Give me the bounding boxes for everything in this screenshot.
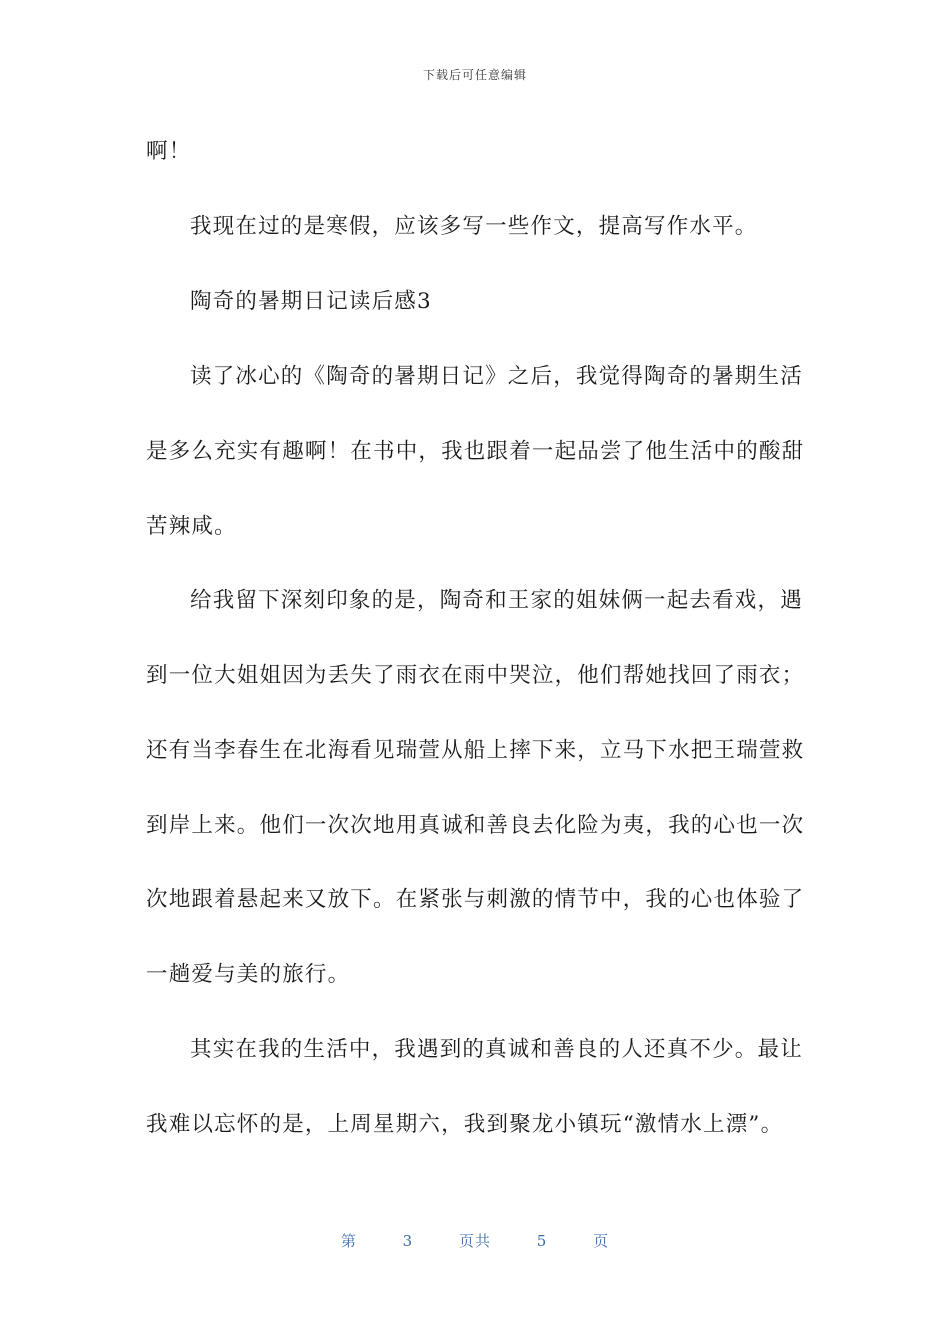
footer-middle: 页共 bbox=[458, 1232, 491, 1250]
text-line: 还有当李春生在北海看见瑞萱从船上摔下来，立马下水把王瑞萱救 bbox=[146, 738, 805, 763]
text-line: 啊！ bbox=[146, 139, 192, 164]
text-line: 陶奇的暑期日记读后感3 bbox=[190, 289, 432, 314]
text-line: 我现在过的是寒假，应该多写一些作文，提高写作水平。 bbox=[190, 214, 758, 239]
footer-prefix: 第 bbox=[340, 1232, 357, 1250]
text-line: 一趟爱与美的旅行。 bbox=[146, 962, 351, 987]
page-footer bbox=[0, 1230, 950, 1251]
footer-suffix: 页 bbox=[593, 1232, 610, 1250]
current-page-number: 3 bbox=[402, 1232, 414, 1250]
page-header: 下载后可任意编辑 bbox=[422, 68, 527, 82]
text-line: 给我留下深刻印象的是，陶奇和王家的姐妹俩一起去看戏，遇 bbox=[190, 588, 803, 613]
text-line: 读了冰心的《陶奇的暑期日记》之后，我觉得陶奇的暑期生活 bbox=[190, 364, 803, 389]
text-line: 是多么充实有趣啊！在书中，我也跟着一起品尝了他生活中的酸甜 bbox=[146, 439, 805, 464]
text-line: 苦辣咸。 bbox=[146, 514, 237, 539]
text-line: 其实在我的生活中，我遇到的真诚和善良的人还真不少。最让 bbox=[190, 1037, 803, 1062]
total-page-number: 5 bbox=[536, 1232, 548, 1250]
text-line: 我难以忘怀的是，上周星期六，我到聚龙小镇玩“激情水上漂”。 bbox=[146, 1112, 784, 1137]
text-line: 到一位大姐姐因为丢失了雨衣在雨中哭泣，他们帮她找回了雨衣； bbox=[146, 663, 805, 688]
text-line: 到岸上来。他们一次次地用真诚和善良去化险为夷，我的心也一次 bbox=[146, 813, 805, 838]
text-line: 次地跟着悬起来又放下。在紧张与刺激的情节中，我的心也体验了 bbox=[146, 887, 805, 912]
